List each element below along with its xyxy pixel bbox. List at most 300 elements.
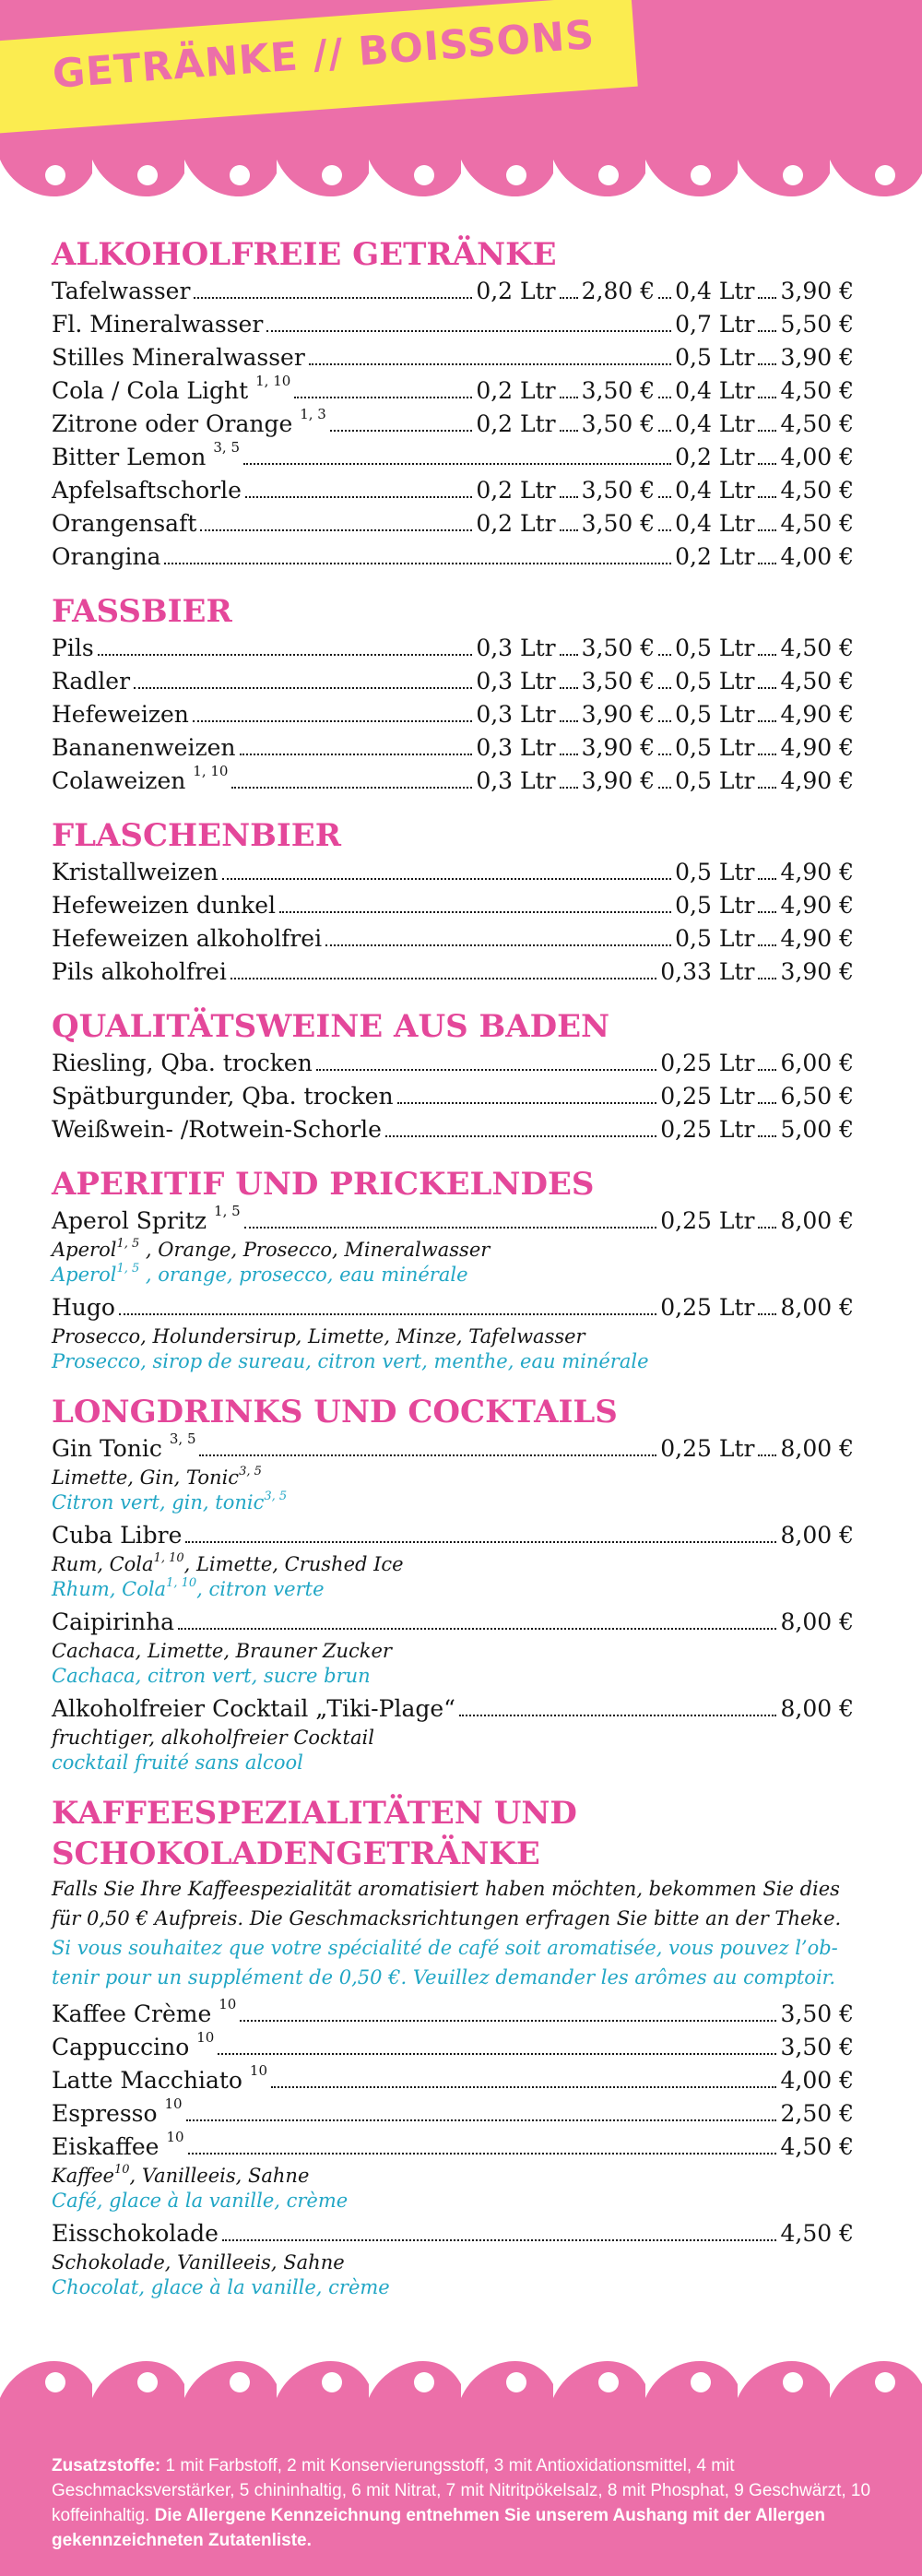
- portion-large: 0,4 Ltr: [675, 377, 755, 404]
- menu-section: [52, 591, 854, 798]
- dot-leader: [271, 2086, 776, 2088]
- item-name-text: Alkoholfreier Cocktail „Tiki-Plage“: [52, 1695, 455, 1722]
- bottom-wave-border: [0, 2347, 922, 2421]
- dot-leader: [758, 687, 776, 689]
- item-description-de: [52, 1466, 854, 1490]
- menu-item: [52, 474, 854, 507]
- price-small: 3,50 €: [581, 510, 656, 537]
- item-name-text: Tafelwasser: [52, 278, 191, 304]
- dot-leader: [240, 2020, 776, 2022]
- dot-leader: [758, 1135, 776, 1137]
- menu-item: [52, 2097, 854, 2131]
- dot-leader: [658, 397, 671, 398]
- section-title: FLASCHENBIER: [52, 817, 341, 854]
- menu-item: [52, 275, 854, 308]
- price-large: 6,00 €: [780, 1050, 854, 1076]
- item-name: [52, 2131, 184, 2164]
- menu-section: [52, 1392, 854, 1775]
- price-small: 3,50 €: [581, 377, 656, 404]
- portion-small: 0,3 Ltr: [476, 668, 556, 694]
- allergen-superscript: 1, 3: [300, 406, 326, 422]
- dot-leader: [231, 787, 472, 789]
- section-intro-de: Falls Sie Ihre Kaffeespezialität aromatisiert haben möchten, bekommen Sie dies für 0,50 € Aufpreis. Die Geschmacksrichtungen erfragen Sie bitte an der Theke.: [52, 1878, 842, 1929]
- description-text: , citron verte: [196, 1578, 325, 1600]
- menu-item: [52, 1606, 854, 1639]
- dot-leader: [193, 720, 472, 722]
- item-name-text: Riesling, Qba. trocken: [52, 1050, 313, 1076]
- description-text: Aperol: [52, 1239, 117, 1261]
- menu-item: [52, 665, 854, 698]
- dot-leader: [758, 297, 776, 299]
- description-superscript: 10: [113, 2163, 130, 2177]
- price-large: 4,90 €: [780, 734, 854, 761]
- dot-leader: [560, 787, 578, 789]
- item-name-text: Orangina: [52, 543, 161, 570]
- price-small: 2,80 €: [581, 278, 656, 304]
- portion-small: 0,2 Ltr: [476, 510, 556, 537]
- description-superscript: 1, 5: [116, 1262, 140, 1276]
- item-name-text: Bitter Lemon: [52, 444, 207, 470]
- description-superscript: 1, 10: [153, 1551, 184, 1565]
- item-name: [52, 540, 160, 574]
- price-large: 8,00 €: [780, 1207, 854, 1234]
- item-description-de: [52, 1238, 854, 1263]
- price-small: 3,50 €: [581, 635, 656, 661]
- dot-leader: [98, 654, 473, 656]
- price-large: 4,50 €: [780, 377, 854, 404]
- item-name: [52, 1080, 394, 1113]
- dot-leader: [758, 463, 776, 465]
- dot-leader: [560, 529, 578, 531]
- dot-leader: [758, 878, 776, 880]
- portion-large: 0,5 Ltr: [675, 925, 755, 952]
- item-name: [52, 956, 227, 989]
- allergen-superscript: 1, 5: [214, 1203, 241, 1219]
- item-description-de: [52, 1726, 854, 1751]
- item-name: [52, 507, 196, 540]
- dot-leader: [222, 878, 672, 880]
- menu-section: [52, 815, 854, 989]
- description-text: Aperol: [52, 1264, 117, 1286]
- item-description-fr: [52, 1664, 854, 1689]
- portion-small: 0,2 Ltr: [675, 543, 755, 570]
- dot-leader: [658, 687, 671, 689]
- portion-large: 0,4 Ltr: [675, 278, 755, 304]
- dot-leader: [658, 529, 671, 531]
- description-text: Schokolade, Vanilleeis, Sahne: [52, 2251, 345, 2273]
- menu-item: [52, 1432, 854, 1466]
- dot-leader: [316, 1069, 656, 1071]
- item-name-text: Colaweizen: [52, 767, 186, 794]
- item-description-de: [52, 2250, 854, 2275]
- price-small: 3,50 €: [581, 477, 656, 504]
- item-name-text: Bananenweizen: [52, 734, 236, 761]
- item-name-text: Zitrone oder Orange: [52, 410, 293, 437]
- portion-large: 0,7 Ltr: [675, 311, 755, 338]
- dot-leader: [200, 529, 472, 531]
- price-large: 8,00 €: [780, 1695, 854, 1722]
- dot-leader: [758, 720, 776, 722]
- dot-leader: [194, 297, 472, 299]
- item-name-text: Espresso: [52, 2100, 158, 2127]
- item-name: [52, 1432, 195, 1466]
- menu-item: [52, 1291, 854, 1324]
- menu-item: [52, 2031, 854, 2064]
- dot-leader: [658, 720, 671, 722]
- dot-leader: [758, 529, 776, 531]
- dot-leader: [222, 2239, 777, 2241]
- item-name: [52, 308, 263, 341]
- item-name-text: Hugo: [52, 1294, 115, 1321]
- description-text: Kaffee: [52, 2165, 114, 2187]
- item-name: [52, 275, 190, 308]
- portion-large: 0,5 Ltr: [675, 701, 755, 728]
- price-large: 4,00 €: [780, 2067, 854, 2094]
- item-name-text: Weißwein- /Rotwein-Schorle: [52, 1116, 382, 1143]
- price-small: 3,90 €: [581, 767, 656, 794]
- menu-item: [52, 540, 854, 574]
- item-name: [52, 632, 94, 665]
- allergen-superscript: 10: [219, 1996, 237, 2012]
- item-description-fr: [52, 2275, 854, 2300]
- portion-large: 0,5 Ltr: [675, 892, 755, 919]
- description-text: Café, glace à la vanille, crème: [52, 2190, 349, 2212]
- menu-item: [52, 507, 854, 540]
- dot-leader: [397, 1102, 657, 1104]
- item-name-text: Kristallweizen: [52, 859, 219, 885]
- description-text: Cachaca, citron vert, sucre brun: [52, 1665, 371, 1687]
- price-large: 2,50 €: [780, 2100, 854, 2127]
- section-title: LONGDRINKS UND COCKTAILS: [52, 1394, 618, 1430]
- portion-small: 0,2 Ltr: [476, 410, 556, 437]
- item-name: [52, 1519, 182, 1552]
- item-name-text: Orangensaft: [52, 510, 197, 537]
- portion-small: 0,2 Ltr: [476, 477, 556, 504]
- dot-leader: [758, 1069, 776, 1071]
- portion-large: 0,5 Ltr: [675, 635, 755, 661]
- price-small: 3,90 €: [581, 734, 656, 761]
- dot-leader: [758, 1313, 776, 1315]
- dot-leader: [758, 563, 776, 564]
- allergen-superscript: 10: [249, 2062, 267, 2079]
- price-large: 4,50 €: [780, 410, 854, 437]
- description-text: Rum, Cola: [52, 1553, 154, 1575]
- dot-leader: [758, 496, 776, 498]
- dot-leader: [186, 2119, 777, 2121]
- menu-item: [52, 1519, 854, 1552]
- price-small: 3,90 €: [581, 701, 656, 728]
- item-name-text: Fl. Mineralwasser: [52, 311, 264, 338]
- menu-item: [52, 1998, 854, 2031]
- item-name: [52, 1606, 174, 1639]
- allergen-superscript: 10: [164, 2095, 183, 2112]
- price-large: 5,50 €: [780, 311, 854, 338]
- portion-small: 0,3 Ltr: [476, 734, 556, 761]
- dot-leader: [294, 397, 472, 398]
- item-name-text: Gin Tonic: [52, 1435, 162, 1462]
- description-text: fruchtiger, alkoholfreier Cocktail: [52, 1727, 374, 1749]
- portion-large: 0,25 Ltr: [660, 1435, 755, 1462]
- price-large: 4,90 €: [780, 859, 854, 885]
- portion-large: 0,5 Ltr: [675, 767, 755, 794]
- section-title: ALKOHOLFREIE GETRÄNKE: [52, 236, 557, 273]
- price-large: 3,90 €: [780, 344, 854, 371]
- price-large: 4,50 €: [780, 668, 854, 694]
- item-name-text: Cuba Libre: [52, 1522, 183, 1549]
- price-small: 3,50 €: [581, 668, 656, 694]
- menu-item: [52, 2064, 854, 2097]
- description-superscript: 1, 5: [116, 1237, 140, 1251]
- page-title: GETRÄNKE // BOISSONS: [51, 11, 597, 98]
- dot-leader: [758, 1227, 776, 1229]
- menu-item: [52, 1047, 854, 1080]
- dot-leader: [658, 754, 671, 755]
- allergen-superscript: 10: [166, 2129, 184, 2145]
- dot-leader: [758, 1102, 776, 1104]
- dot-leader: [658, 787, 671, 789]
- item-description-de: [52, 1552, 854, 1577]
- portion-large: 0,4 Ltr: [675, 410, 755, 437]
- menu-item: [52, 956, 854, 989]
- price-large: 8,00 €: [780, 1435, 854, 1462]
- item-name: [52, 765, 228, 798]
- price-large: 4,90 €: [780, 925, 854, 952]
- item-description-fr: [52, 1751, 854, 1775]
- item-description-de: [52, 1639, 854, 1664]
- item-name: [52, 665, 130, 698]
- item-description-fr: [52, 1263, 854, 1288]
- dot-leader: [164, 563, 671, 564]
- dot-leader: [758, 911, 776, 913]
- menu-item: [52, 1113, 854, 1146]
- dot-leader: [560, 297, 578, 299]
- dot-leader: [244, 1227, 657, 1229]
- item-name: [52, 922, 322, 956]
- dot-leader: [188, 2153, 777, 2155]
- additives-note: [52, 2453, 881, 2553]
- menu-item: [52, 441, 854, 474]
- dot-leader: [758, 978, 776, 979]
- dot-leader: [459, 1715, 777, 1716]
- price-large: 4,50 €: [780, 2220, 854, 2247]
- portion-large: 0,4 Ltr: [675, 510, 755, 537]
- dot-leader: [758, 430, 776, 432]
- dot-leader: [330, 430, 472, 432]
- dot-leader: [385, 1135, 656, 1137]
- item-name-text: Stilles Mineralwasser: [52, 344, 305, 371]
- description-text: Limette, Gin, Tonic: [52, 1466, 240, 1489]
- price-small: 4,00 €: [780, 543, 854, 570]
- item-name: [52, 1291, 115, 1324]
- dot-leader: [199, 1454, 656, 1456]
- menu-item: [52, 308, 854, 341]
- dot-leader: [758, 944, 776, 946]
- allergen-superscript: 1, 10: [193, 763, 229, 779]
- item-name: [52, 441, 240, 474]
- item-name-text: Spätburgunder, Qba. trocken: [52, 1083, 394, 1110]
- item-name: [52, 856, 219, 889]
- description-text: cocktail fruité sans alcool: [52, 1751, 303, 1774]
- price-large: 4,50 €: [780, 477, 854, 504]
- portion-small: 0,2 Ltr: [675, 444, 755, 470]
- dot-leader: [266, 330, 671, 332]
- item-name: [52, 1998, 236, 2031]
- portion-large: 0,5 Ltr: [675, 344, 755, 371]
- menu-item: [52, 1080, 854, 1113]
- section-intro-fr: Si vous souhaitez que votre spécialité de café soit aromatisée, vous pouvez l’ob- tenir pour un supplément de 0,50 €. Veuillez demander les arômes au comptoir.: [52, 1937, 838, 1988]
- item-name: [52, 1692, 455, 1726]
- dot-leader: [658, 430, 671, 432]
- dot-leader: [243, 463, 671, 465]
- price-large: 4,50 €: [780, 2133, 854, 2160]
- dot-leader: [178, 1628, 776, 1630]
- price-large: 3,90 €: [780, 958, 854, 985]
- item-description-de: [52, 2164, 854, 2189]
- allergen-note: Die Allergene Kennzeichnung entnehmen Sie unserem Aushang mit der Allergen gekennzeichneten Zutatenliste.: [52, 2506, 826, 2550]
- dot-leader: [185, 1541, 776, 1543]
- description-text: Rhum, Cola: [52, 1578, 167, 1600]
- dot-leader: [658, 297, 671, 299]
- menu-item: [52, 731, 854, 765]
- price-large: 4,90 €: [780, 701, 854, 728]
- price-large: 8,00 €: [780, 1294, 854, 1321]
- dot-leader: [560, 720, 578, 722]
- price-small: 4,00 €: [780, 444, 854, 470]
- price-large: 4,90 €: [780, 767, 854, 794]
- portion-large: 0,5 Ltr: [675, 859, 755, 885]
- item-name-text: Pils: [52, 635, 94, 661]
- item-name: [52, 2097, 183, 2131]
- price-large: 5,00 €: [780, 1116, 854, 1143]
- dot-leader: [240, 754, 473, 755]
- item-name: [52, 2031, 214, 2064]
- menu-section: [52, 1164, 854, 1374]
- item-name: [52, 408, 326, 441]
- dot-leader: [758, 1454, 776, 1456]
- dot-leader: [325, 944, 671, 946]
- item-description-de: [52, 1324, 854, 1349]
- description-superscript: 3, 5: [239, 1465, 262, 1478]
- item-name: [52, 889, 276, 922]
- portion-large: 0,25 Ltr: [660, 1294, 755, 1321]
- menu-item: [52, 889, 854, 922]
- menu-item: [52, 922, 854, 956]
- menu-item: [52, 341, 854, 374]
- menu-section: [52, 1793, 854, 2300]
- description-text: , orange, prosecco, eau minérale: [139, 1264, 468, 1286]
- dot-leader: [658, 496, 671, 498]
- portion-large: 0,25 Ltr: [660, 1116, 755, 1143]
- dot-leader: [560, 397, 578, 398]
- menu-item: [52, 632, 854, 665]
- dot-leader: [279, 911, 671, 913]
- menu-item: [52, 1205, 854, 1238]
- dot-leader: [560, 430, 578, 432]
- section-title: FASSBIER: [52, 593, 232, 630]
- portion-large: 0,5 Ltr: [675, 734, 755, 761]
- menu-item: [52, 374, 854, 408]
- portion-small: 0,3 Ltr: [476, 635, 556, 661]
- menu-content: [52, 234, 854, 2318]
- price-large: 4,90 €: [780, 892, 854, 919]
- portion-small: 0,2 Ltr: [476, 278, 556, 304]
- item-name-text: Latte Macchiato: [52, 2067, 242, 2094]
- price-large: 8,00 €: [780, 1522, 854, 1549]
- item-description-fr: [52, 2189, 854, 2214]
- section-title: APERITIF UND PRICKELNDES: [52, 1166, 595, 1203]
- dot-leader: [560, 496, 578, 498]
- menu-item: [52, 856, 854, 889]
- dot-leader: [230, 978, 656, 979]
- item-name-text: Eisschokolade: [52, 2220, 219, 2247]
- price-large: 8,00 €: [780, 1609, 854, 1635]
- description-text: Chocolat, glace à la vanille, crème: [52, 2276, 390, 2298]
- description-text: Cachaca, Limette, Brauner Zucker: [52, 1640, 392, 1662]
- description-text: , Orange, Prosecco, Mineralwasser: [139, 1239, 491, 1261]
- portion-small: 0,2 Ltr: [476, 377, 556, 404]
- item-name-text: Hefeweizen dunkel: [52, 892, 276, 919]
- section-title: KAFFEESPEZIALITÄTEN UND SCHOKOLADENGETRÄNKE: [52, 1795, 577, 1872]
- description-superscript: 1, 10: [166, 1576, 197, 1590]
- description-text: , Limette, Crushed Ice: [183, 1553, 404, 1575]
- item-name-text: Hefeweizen: [52, 701, 189, 728]
- dot-leader: [119, 1313, 656, 1315]
- price-large: 3,50 €: [780, 2034, 854, 2060]
- item-name-text: Cappuccino: [52, 2034, 190, 2060]
- item-name: [52, 374, 290, 408]
- dot-leader: [758, 363, 776, 365]
- description-text: , Vanilleeis, Sahne: [129, 2165, 310, 2187]
- item-description-fr: [52, 1349, 854, 1374]
- portion-small: 0,3 Ltr: [476, 767, 556, 794]
- item-name: [52, 1047, 313, 1080]
- dot-leader: [758, 754, 776, 755]
- menu-section: [52, 1006, 854, 1146]
- item-name-text: Cola / Cola Light: [52, 377, 249, 404]
- item-name-text: Apfelsaftschorle: [52, 477, 242, 504]
- dot-leader: [758, 654, 776, 656]
- item-name-text: Hefeweizen alkoholfrei: [52, 925, 323, 952]
- portion-small: 0,3 Ltr: [476, 701, 556, 728]
- allergen-superscript: 10: [196, 2029, 215, 2046]
- section-title: QUALITÄTSWEINE AUS BADEN: [52, 1008, 610, 1045]
- item-name-text: Eiskaffee: [52, 2133, 160, 2160]
- allergen-superscript: 1, 10: [255, 373, 291, 389]
- description-text: Prosecco, Holundersirup, Limette, Minze, Tafelwasser: [52, 1325, 585, 1347]
- item-name-text: Caipirinha: [52, 1609, 175, 1635]
- item-description-fr: [52, 1577, 854, 1602]
- dot-leader: [758, 787, 776, 789]
- price-large: 4,50 €: [780, 510, 854, 537]
- dot-leader: [134, 687, 472, 689]
- dot-leader: [245, 496, 472, 498]
- description-text: Citron vert, gin, tonic: [52, 1491, 265, 1514]
- menu-item: [52, 2131, 854, 2164]
- menu-item: [52, 2217, 854, 2250]
- item-name: [52, 2064, 267, 2097]
- dot-leader: [758, 397, 776, 398]
- dot-leader: [560, 687, 578, 689]
- item-name: [52, 474, 242, 507]
- item-name: [52, 341, 305, 374]
- price-large: 4,50 €: [780, 635, 854, 661]
- item-name: [52, 2217, 219, 2250]
- item-description-fr: [52, 1490, 854, 1515]
- description-text: Prosecco, sirop de sureau, citron vert, menthe, eau minérale: [52, 1350, 649, 1372]
- portion-large: 0,25 Ltr: [660, 1083, 755, 1110]
- dot-leader: [309, 363, 671, 365]
- dot-leader: [758, 330, 776, 332]
